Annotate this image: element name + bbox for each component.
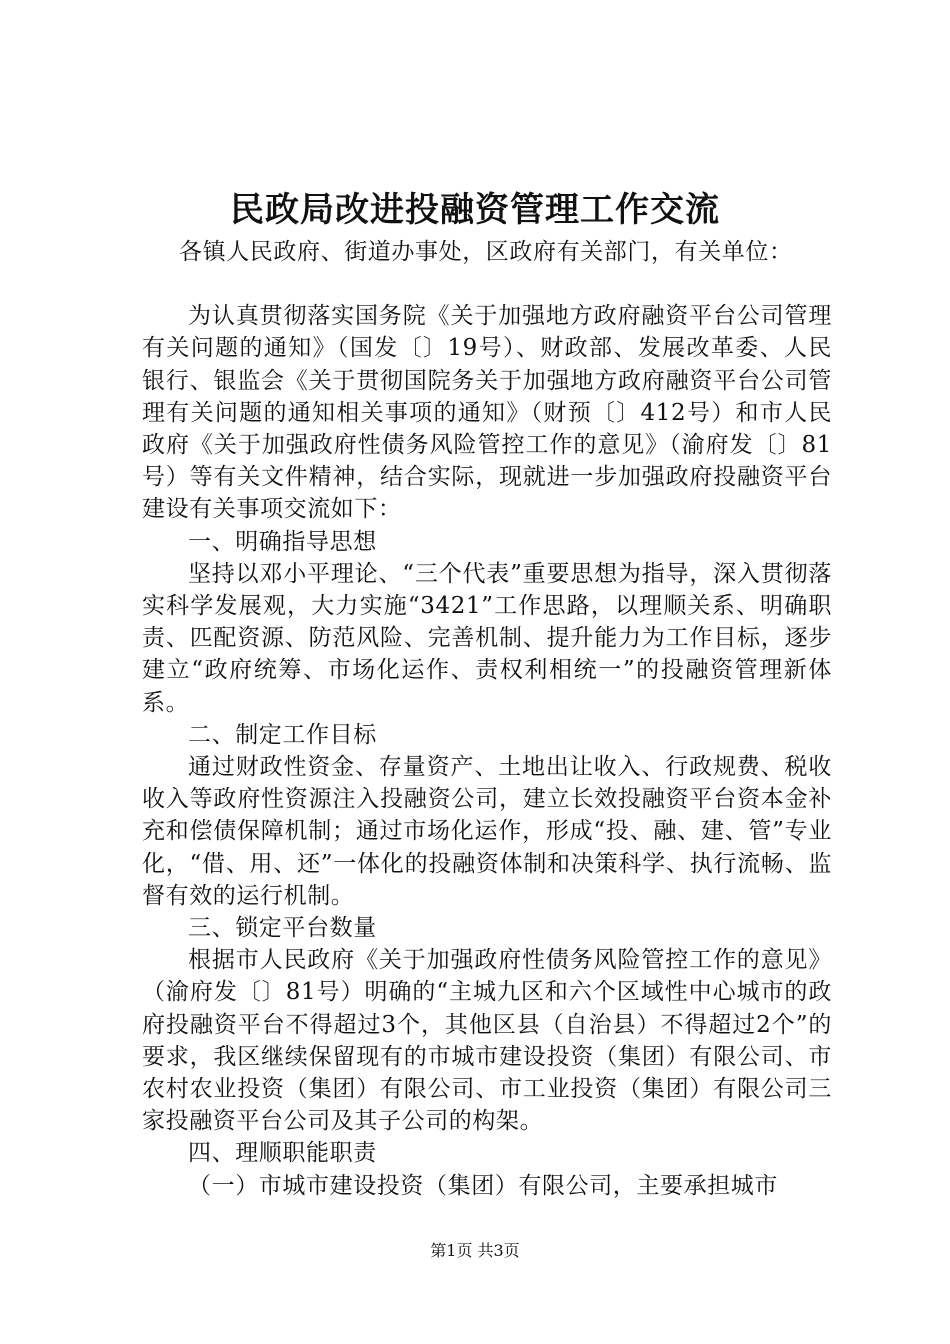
section-4-heading: 四、理顺职能职责 (188, 1140, 377, 1167)
intro-paragraph: 为认真贯彻落实国务院《关于加强地方政府融资平台公司管理有关问题的通知》（国发〔〕19号）、财政部、发展改革委、人民银行、银监会《关于贯彻国院务关于加强地方政府融资平台公司管理有关问题的通知相关事项的通知》（财预〔〕412号）和市人民政府《关于加强政府性债务风险管控工作的意见》（渝府发〔〕81号）等有关文件精神，结合实际，现就进一步加强政府投融资平台建设有关事项交流如下： (142, 303, 832, 523)
addressee-line: 各镇人民政府、街道办事处，区政府有关部门，有关单位： (179, 239, 793, 265)
page-indicator: 第1页 共3页 (430, 1241, 520, 1260)
document-title: 民政局改进投融资管理工作交流 (230, 190, 720, 230)
section-1-paragraph: 坚持以邓小平理论、“三个代表”重要思想为指导，深入贯彻落实科学发展观，大力实施“3421”工作思路，以理顺关系、明确职责、匹配资源、防范风险、完善机制、提升能力为工作目标，逐步建立“政府统筹、市场化运作、责权利相统一”的投融资管理新体系。 (142, 560, 832, 716)
section-4-item-1: （一）市城市建设投资（集团）有限公司，主要承担城市 (188, 1172, 778, 1199)
document-body (142, 236, 832, 1202)
section-3-heading: 三、锁定平台数量 (188, 915, 377, 942)
section-2-paragraph: 通过财政性资金、存量资产、土地出让收入、行政规费、税收收入等政府性资源注入投融资公司，建立长效投融资平台资本金补充和偿债保障机制；通过市场化运作，形成“投、融、建、管”专业化，“借、用、还”一体化的投融资体制和决策科学、执行流畅、监督有效的运行机制。 (142, 754, 832, 909)
section-1-heading: 一、明确指导思想 (188, 528, 377, 555)
section-3-paragraph: 根据市人民政府《关于加强政府性债务风险管控工作的意见》（渝府发〔〕81号）明确的“主城九区和六个区域性中心城市的政府投融资平台不得超过3个，其他区县（自治县）不得超过2个”的要求，我区继续保留现有的市城市建设投资（集团）有限公司、市农村农业投资（集团）有限公司、市工业投资（集团）有限公司三家投融资平台公司及其子公司的构架。 (142, 947, 832, 1135)
section-2-heading: 二、制定工作目标 (188, 721, 377, 748)
